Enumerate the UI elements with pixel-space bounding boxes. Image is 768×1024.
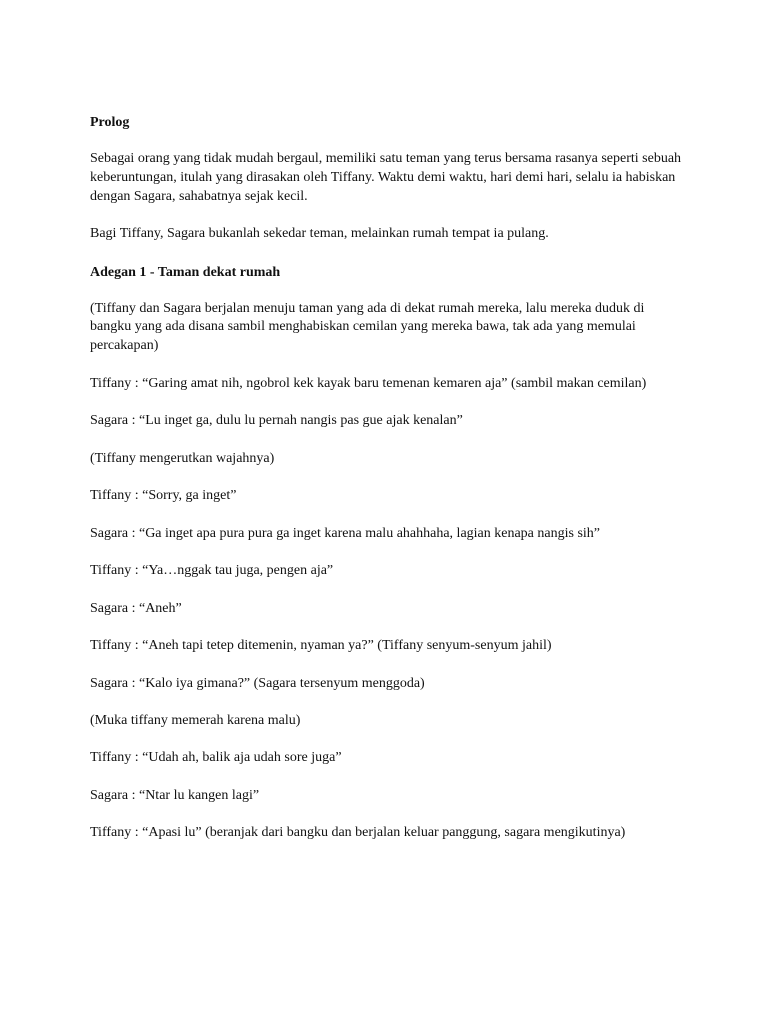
dialogue-line: Tiffany : “Garing amat nih, ngobrol kek kayak baru temenan kemaren aja” (sambil makan cemilan) (90, 375, 647, 391)
stage-direction: (Tiffany dan Sagara berjalan menuju taman yang ada di dekat rumah mereka, lalu mereka duduk di bangku yang ada disana sambil menghabiskan cemilan yang mereka bawa, tak ada yang memulai percakapan) (90, 300, 645, 354)
dialogue-line: Tiffany : “Apasi lu” (beranjak dari bangku dan berjalan keluar panggung, sagara mengikutinya) (90, 825, 626, 841)
dialogue-line: Tiffany : “Udah ah, balik aja udah sore juga” (90, 750, 342, 766)
document-page (90, 113, 690, 862)
stage-direction: (Tiffany mengerutkan wajahnya) (90, 450, 275, 466)
stage-direction: (Muka tiffany memerah karena malu) (90, 713, 301, 728)
dialogue-line: Tiffany : “Sorry, ga inget” (90, 488, 237, 504)
dialogue-line: Sagara : “Ga inget apa pura pura ga inget karena malu ahahhaha, lagian kenapa nangis sih” (90, 525, 601, 541)
dialogue-line: Sagara : “Kalo iya gimana?” (Sagara tersenyum menggoda) (90, 675, 425, 691)
dialogue-line: Tiffany : “Ya…nggak tau juga, pengen aja” (90, 563, 334, 579)
dialogue-line: Sagara : “Aneh” (90, 600, 182, 616)
prolog-heading: Prolog (90, 115, 130, 130)
prolog-paragraph: Bagi Tiffany, Sagara bukanlah sekedar teman, melainkan rumah tempat ia pulang. (90, 226, 549, 242)
prolog-paragraph: Sebagai orang yang tidak mudah bergaul, memiliki satu teman yang terus bersama rasanya seperti sebuah keberuntungan, itulah yang dirasakan oleh Tiffany. Waktu demi waktu, hari demi hari, selalu ia habiskan dengan Sagara, sahabatnya sejak kecil. (90, 151, 682, 204)
scene-heading: Adegan 1 - Taman dekat rumah (90, 264, 281, 280)
dialogue-line: Tiffany : “Aneh tapi tetep ditemenin, nyaman ya?” (Tiffany senyum-senyum jahil) (90, 638, 552, 654)
dialogue-line: Sagara : “Lu inget ga, dulu lu pernah nangis pas gue ajak kenalan” (90, 413, 463, 429)
dialogue-line: Sagara : “Ntar lu kangen lagi” (90, 787, 260, 803)
